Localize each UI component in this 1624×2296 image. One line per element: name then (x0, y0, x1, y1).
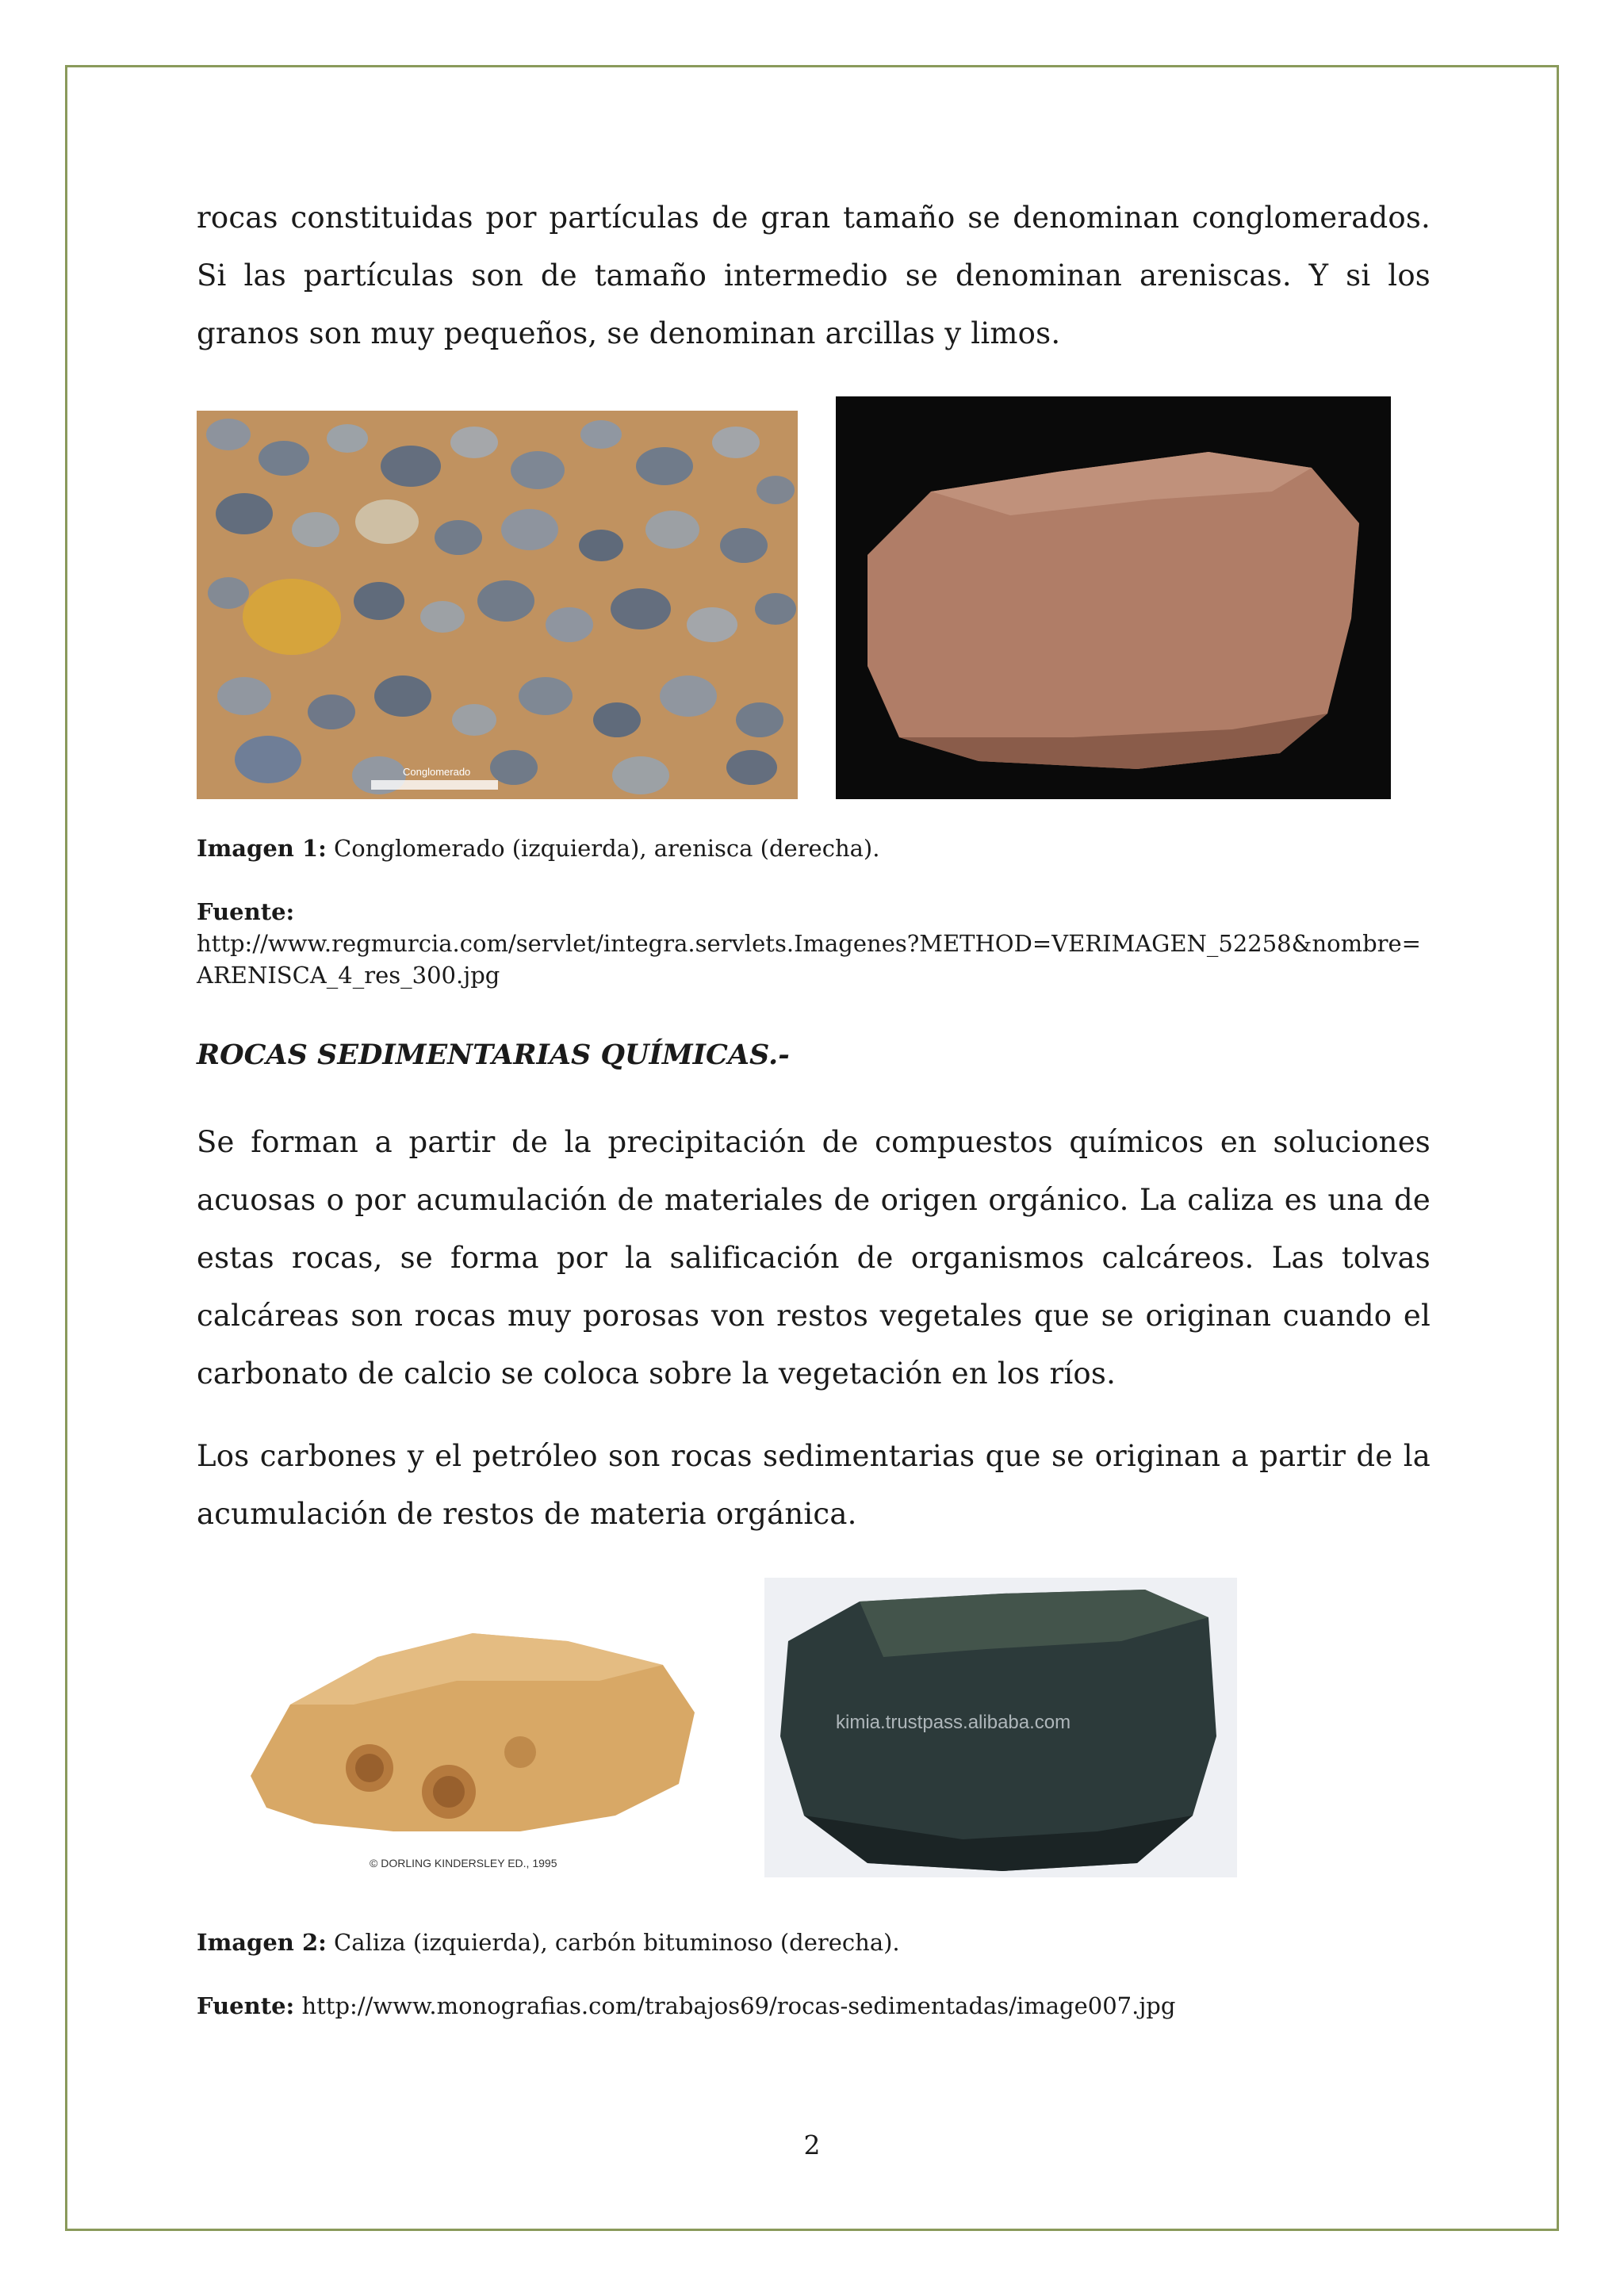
arenisca-image (836, 396, 1391, 799)
figure-1-source-url-line-1: http://www.regmurcia.com/servlet/integra.servlets.Imagenes?METHOD=VERIMAGEN_52258&nombre= (197, 930, 1421, 957)
conglomerado-overlay-label: Conglomerado (403, 766, 471, 778)
figure-1-images (197, 396, 1431, 801)
section-heading: ROCAS SEDIMENTARIAS QUÍMICAS.- (197, 1039, 790, 1071)
figure-1-source-url-line-2: ARENISCA_4_res_300.jpg (197, 962, 500, 989)
figure-1-caption-label: Imagen 1: (197, 835, 327, 862)
paragraph-carbones: Los carbones y el petróleo son rocas sedimentarias que se originan a partir de la acumulación de restos de materia orgánica. (197, 1439, 1431, 1531)
page-number: 2 (803, 2130, 821, 2160)
figure-2-source-url: http://www.monografias.com/trabajos69/rocas-sedimentadas/image007.jpg (294, 1992, 1176, 2019)
caliza-watermark: © DORLING KINDERSLEY ED., 1995 (370, 1857, 557, 1869)
paragraph-conglomerados: rocas constituidas por partículas de gran tamaño se denominan conglomerados. Si las partículas son de tamaño intermedio se denominan areniscas. Y si los granos son muy pequeños, se denominan arcillas y limos. (197, 201, 1431, 350)
figure-1-caption-text: Conglomerado (izquierda), arenisca (derecha). (326, 835, 880, 862)
carbon-watermark: kimia.trustpass.alibaba.com (836, 1712, 1071, 1733)
figure-1-caption (197, 832, 1431, 864)
figure-2-source-label: Fuente: (197, 1992, 295, 2019)
caliza-image (219, 1578, 710, 1877)
figure-2-caption-label: Imagen 2: (197, 1929, 327, 1956)
figure-2-caption (197, 1927, 1431, 1958)
figure-1-source (197, 896, 1431, 991)
figure-2-caption-text: Caliza (izquierda), carbón bituminoso (derecha). (326, 1929, 900, 1956)
figure-2-images (197, 1578, 1431, 1879)
carbon-image (764, 1578, 1237, 1877)
conglomerado-image (197, 411, 798, 799)
paragraph-quimicas: Se forman a partir de la precipitación de compuestos químicos en soluciones acuosas o por acumulación de materiales de origen orgánico. La caliza es una de estas rocas, se forma por la salificación de organismos calcáreos. Las tolvas calcáreas son rocas muy porosas von restos vegetales que se originan cuando el carbonato de calcio se coloca sobre la vegetación en los ríos. (197, 1125, 1431, 1391)
figure-2-source (197, 1990, 1431, 2022)
figure-1-source-label: Fuente: (197, 898, 295, 925)
